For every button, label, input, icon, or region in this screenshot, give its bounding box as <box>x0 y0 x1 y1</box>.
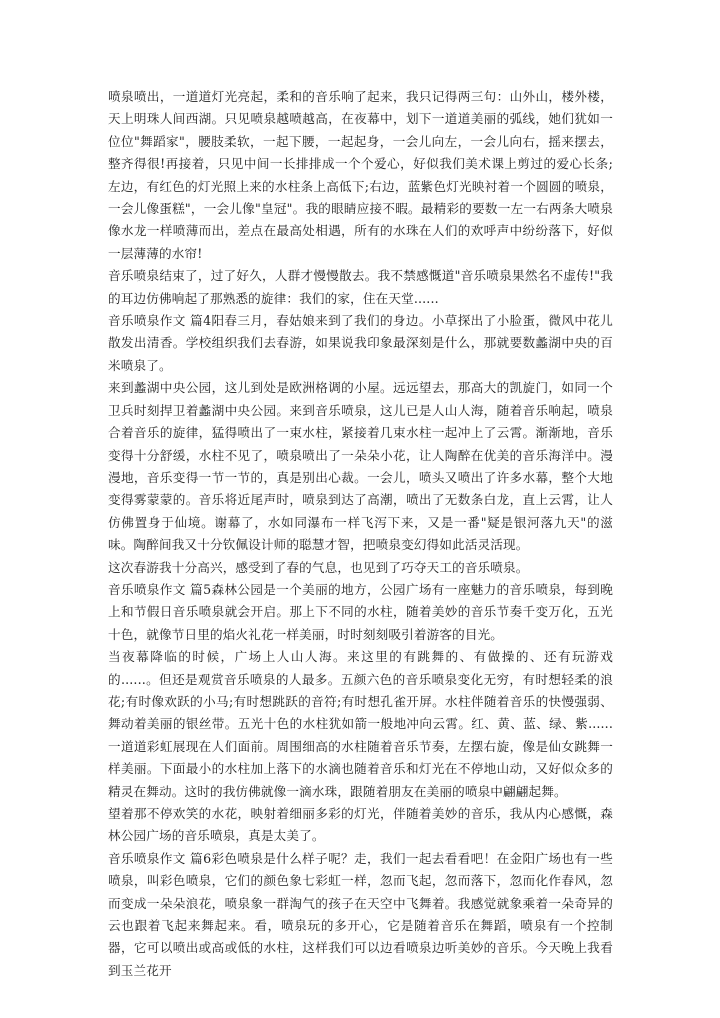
paragraph-fountain-end: 音乐喷泉结束了，过了好久，人群才慢慢散去。我不禁感慨道"音乐喷泉果然名不虚传!"我的耳边仿佛响起了那熟悉的旋律：我们的家，住在天堂...... <box>108 268 613 306</box>
document-body <box>108 86 613 982</box>
paragraph-fountain-show: 喷泉喷出，一道道灯光亮起，柔和的音乐响了起来，我只记得两三句：山外山，楼外楼，天上明珠人间西湖。只见喷泉越喷越高，在夜幕中，划下一道道美丽的弧线，她们犹如一位位"舞蹈家"，腰肢柔软，一起下腰，一起起身，一会儿向左，一会儿向右，摇来摆去，整齐得很!再接着，只见中间一长排排成一个个爱心，好似我们美术课上剪过的爱心长条;左边，有红色的灯光照上来的水柱条上高低下;右边，蓝紫色灯光映衬着一个圆圆的喷泉，一会儿像蛋糕"，一会儿像"皇冠"。我的眼睛应接不暇。最精彩的要数一左一右两条大喷泉像水龙一样喷薄而出，差点在最高处相遇，所有的水珠在人们的欢呼声中纷纷落下，好似一层薄薄的水帘! <box>108 89 613 261</box>
paragraph-essay-5-body: 当夜幕降临的时候，广场上人山人海。来这里的有跳舞的、有做操的、还有玩游戏的......。但还是观赏音乐喷泉的人最多。五颜六色的音乐喷泉变化无穷，有时想轻柔的浪花;有时像欢跃的小马;有时想跳跃的音符;有时想孔雀开屏。水柱伴随着音乐的快慢强弱、舞动着美丽的银丝带。五光十色的水柱犹如箭一般地冲向云霄。红、黄、蓝、绿、紫......一道道彩虹展现在人们面前。周围细高的水柱随着音乐节奏，左摆右旋，像是仙女跳舞一样美丽。下面最小的水柱加上落下的水滴也随着音乐和灯光在不停地山动，又好似众多的精灵在舞动。这时的我仿佛就像一滴水珠，跟随着朋友在美丽的喷泉中翩翩起舞。 <box>108 649 613 799</box>
paragraph-essay-5-ending: 望着那不停欢笑的水花，映射着细丽多彩的灯光，伴随着美妙的音乐，我从内心感慨，森林公园广场的音乐喷泉，真是太美了。 <box>108 806 613 844</box>
paragraph-essay-4-ending: 这次春游我十分高兴，感受到了春的气息，也见到了巧夺天工的音乐喷泉。 <box>108 559 529 575</box>
paragraph-essay-4-body: 来到蠡湖中央公园，这儿到处是欧洲格调的小屋。远远望去，那高大的凯旋门，如同一个卫兵时刻捍卫着蠡湖中央公园。来到音乐喷泉，这儿已是人山人海，随着音乐响起，喷泉合着音乐的旋律，猛得喷出了一束水柱，紧接着几束水柱一起冲上了云霄。渐渐地，音乐变得十分舒缓，水柱不见了，喷泉喷出了一朵朵小花，让人陶醉在优美的音乐海洋中。漫漫地，音乐变得一节一节的，真是别出心裁。一会儿，喷头又喷出了许多水幕，整个大地变得雾蒙蒙的。音乐将近尾声时，喷泉到达了高潮，喷出了无数条白龙，直上云霄，让人仿佛置身于仙境。谢幕了，水如同瀑布一样飞泻下来，又是一番"疑是银河落九天"的滋味。陶醉间我又十分钦佩设计师的聪慧才智，把喷泉变幻得如此活灵活现。 <box>108 380 613 553</box>
paragraph-essay-4-intro: 音乐喷泉作文 篇4阳春三月，春姑娘来到了我们的身边。小草探出了小脸蛋，微风中花儿散发出清香。学校组织我们去春游，如果说我印象最深刻是什么，那就要数蠡湖中央的百米喷泉了。 <box>108 313 613 373</box>
paragraph-essay-6-intro: 音乐喷泉作文 篇6彩色喷泉是什么样子呢？走，我们一起去看看吧！在金阳广场也有一些喷泉，叫彩色喷泉，它们的颜色象七彩虹一样，忽而飞起，忽而落下，忽而化作春风，忽而变成一朵朵浪花，喷泉象一群淘气的孩子在天空中飞舞着。我感觉就象乘着一朵奇异的云也跟着飞起来舞起来。看，喷泉玩的多开心，它是随着音乐在舞蹈，喷泉有一个控制器，它可以喷出或高或低的水柱，这样我们可以边看喷泉边听美妙的音乐。今天晚上我看到玉兰花开 <box>108 850 613 978</box>
paragraph-essay-5-intro: 音乐喷泉作文 篇5森林公园是一个美丽的地方，公园广场有一座魅力的音乐喷泉，每到晚上和节假日音乐喷泉就会开启。那上下不同的水柱，随着美妙的音乐节奏千变万化，五光十色，就像节日里的焰火礼花一样美丽，时时刻刻吸引着游客的目光。 <box>108 581 613 642</box>
